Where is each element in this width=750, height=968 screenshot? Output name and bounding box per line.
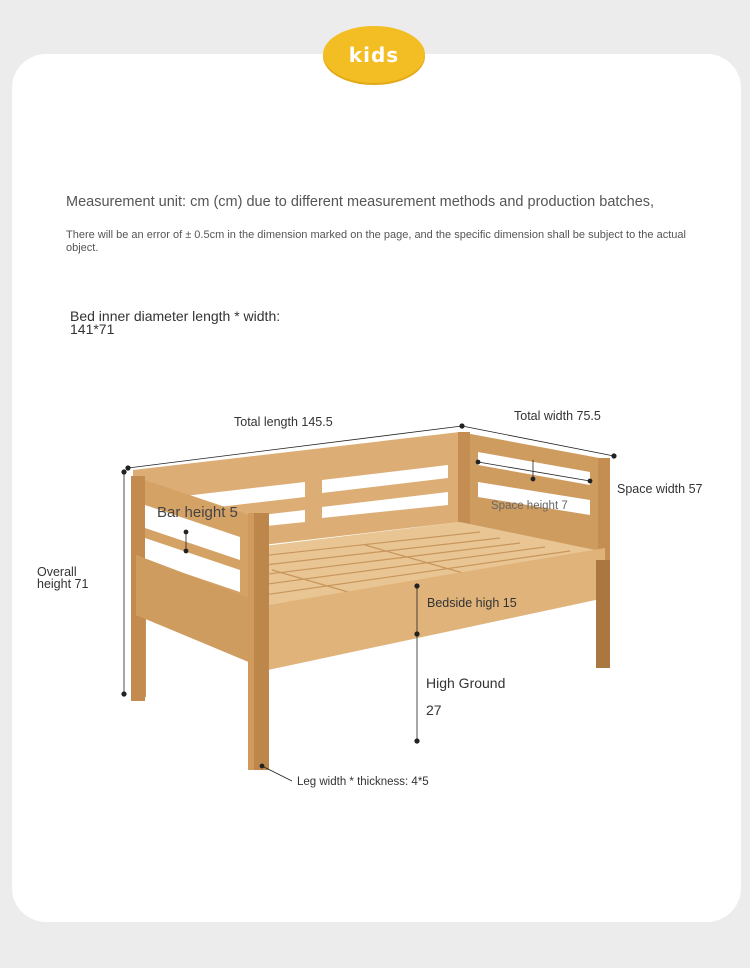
total-width-label: Total width 75.5 [514, 409, 601, 423]
high-ground-value: 27 [426, 702, 442, 718]
space-width-label: Space width 57 [617, 482, 703, 496]
inner-size-label: Bed inner diameter length * width: [70, 308, 281, 324]
overall-height-label-line1: Overall [37, 565, 77, 579]
high-ground-label: High Ground [426, 675, 506, 691]
leg-size-label: Leg width * thickness: 4*5 [297, 776, 429, 788]
measurement-unit-note: Measurement unit: cm (cm) due to different measurement methods and production batches, [66, 194, 655, 210]
bedside-high-label: Bedside high 15 [427, 596, 517, 610]
bar-height-label: Bar height 5 [157, 504, 238, 521]
kids-badge: kids [323, 26, 425, 83]
total-length-label: Total length 145.5 [234, 415, 333, 429]
overall-height-label-line2: height 71 [37, 577, 89, 591]
front-right-leg [596, 560, 610, 668]
error-note: There will be an error of ± 0.5cm in the dimension marked on the page, and the specific dimension shall be subject to the actual object. [66, 229, 686, 254]
inner-size-value: 141*71 [70, 321, 115, 337]
space-height-label: Space height 7 [491, 500, 568, 512]
